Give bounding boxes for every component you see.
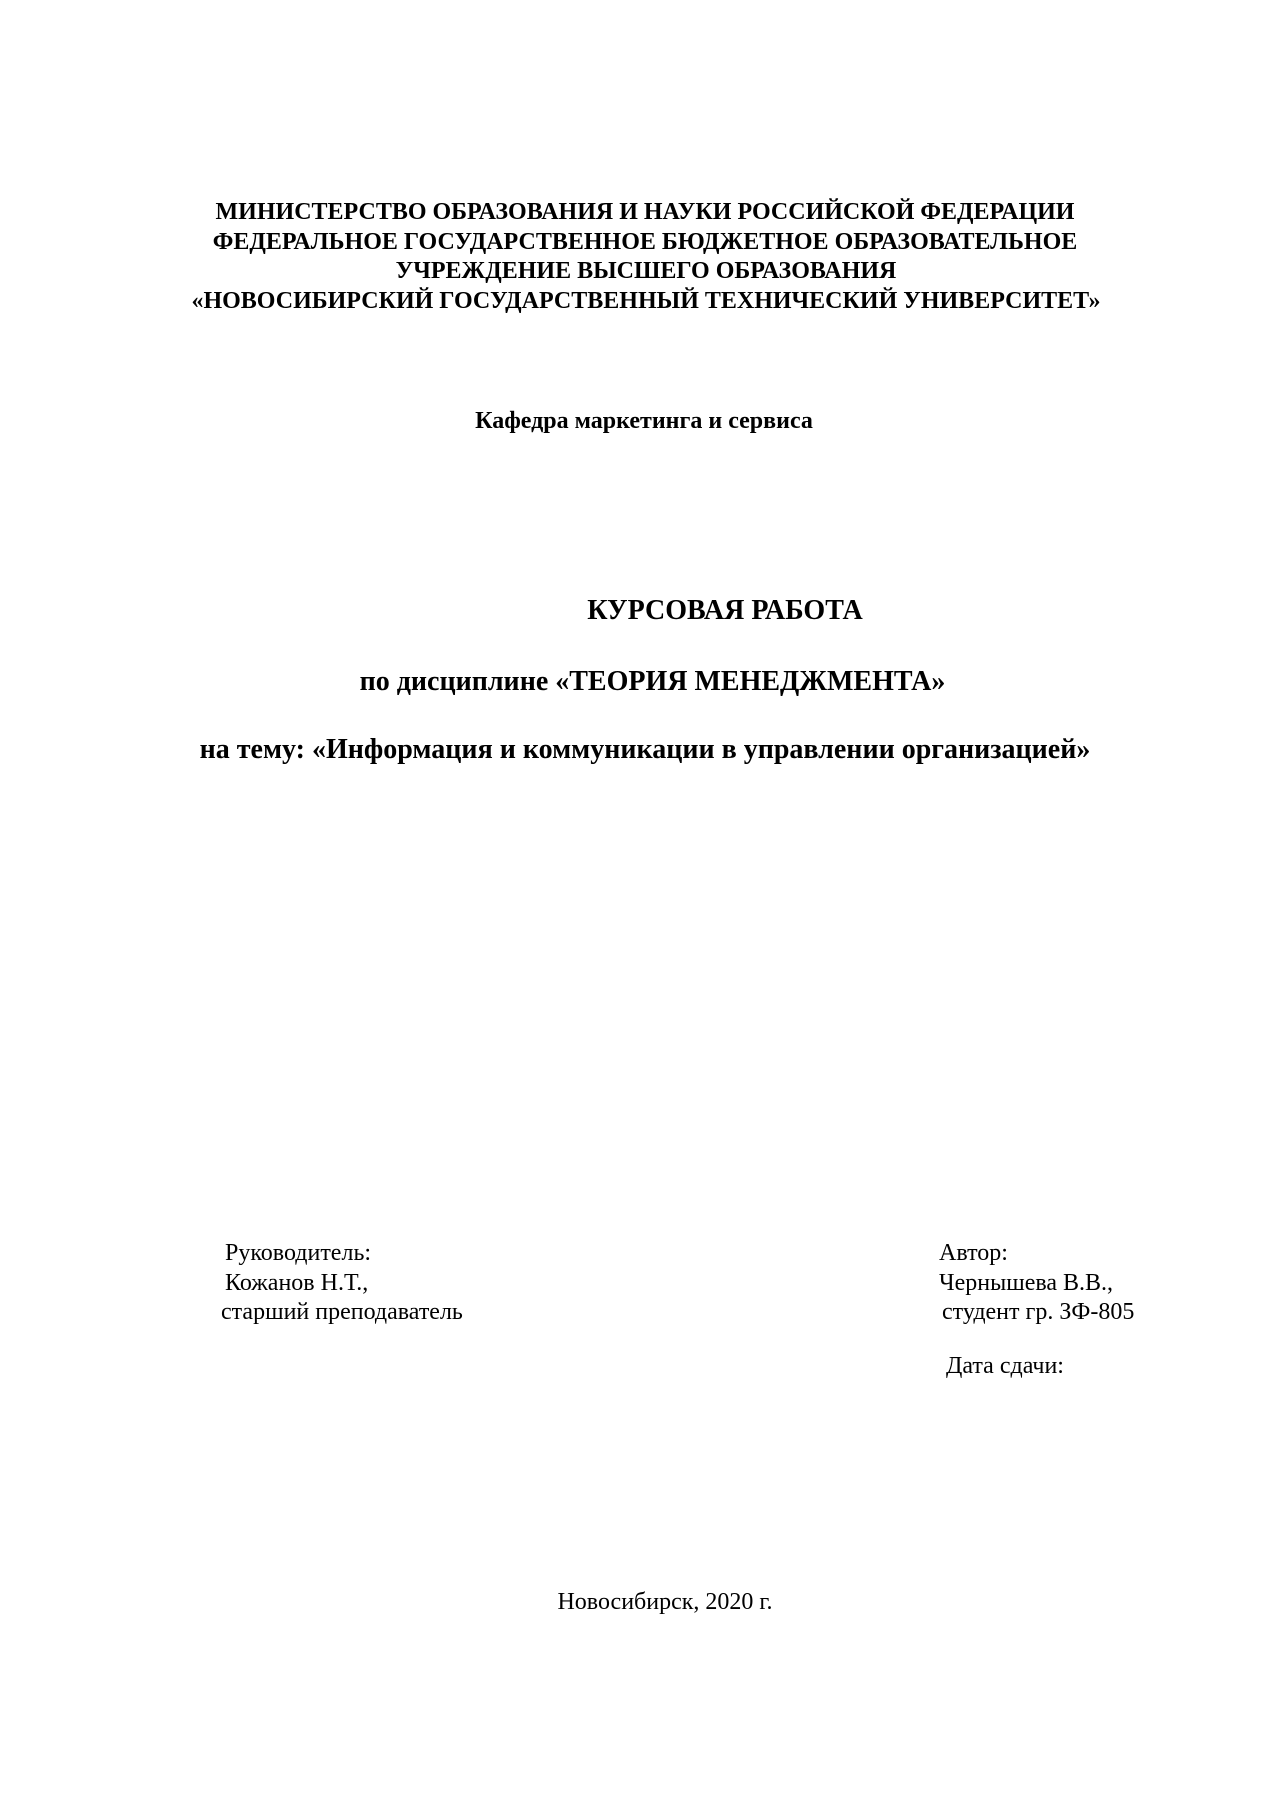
author-label: Автор: bbox=[939, 1240, 1008, 1266]
header-line: ФЕДЕРАЛЬНОЕ ГОСУДАРСТВЕННОЕ БЮДЖЕТНОЕ ОБРАЗОВАТЕЛЬНОЕ bbox=[212, 228, 1078, 255]
supervisor-label: Руководитель: bbox=[225, 1240, 372, 1266]
author-group: студент гр. ЗФ-805 bbox=[942, 1299, 1135, 1325]
submission-date-label: Дата сдачи: bbox=[946, 1353, 1064, 1379]
discipline-line: по дисциплине «ТЕОРИЯ МЕНЕДЖМЕНТА» bbox=[359, 666, 946, 697]
topic-line: на тему: «Информация и коммуникации в управлении организацией» bbox=[199, 734, 1091, 765]
supervisor-name: Кожанов Н.Т., bbox=[225, 1270, 369, 1296]
ministry-header bbox=[0, 198, 1280, 316]
department-name: Кафедра маркетинга и сервиса bbox=[475, 408, 813, 434]
header-line: «НОВОСИБИРСКИЙ ГОСУДАРСТВЕННЫЙ ТЕХНИЧЕСКИЙ УНИВЕРСИТЕТ» bbox=[191, 287, 1101, 314]
city-year: Новосибирск, 2020 г. bbox=[557, 1589, 773, 1615]
header-line: УЧРЕЖДЕНИЕ ВЫСШЕГО ОБРАЗОВАНИЯ bbox=[395, 258, 897, 284]
author-name: Чернышева В.В., bbox=[939, 1270, 1114, 1296]
supervisor-position: старший преподаватель bbox=[221, 1299, 463, 1325]
work-type-title: КУРСОВАЯ РАБОТА bbox=[587, 595, 863, 626]
header-line: МИНИСТЕРСТВО ОБРАЗОВАНИЯ И НАУКИ РОССИЙСКОЙ ФЕДЕРАЦИИ bbox=[215, 199, 1075, 225]
